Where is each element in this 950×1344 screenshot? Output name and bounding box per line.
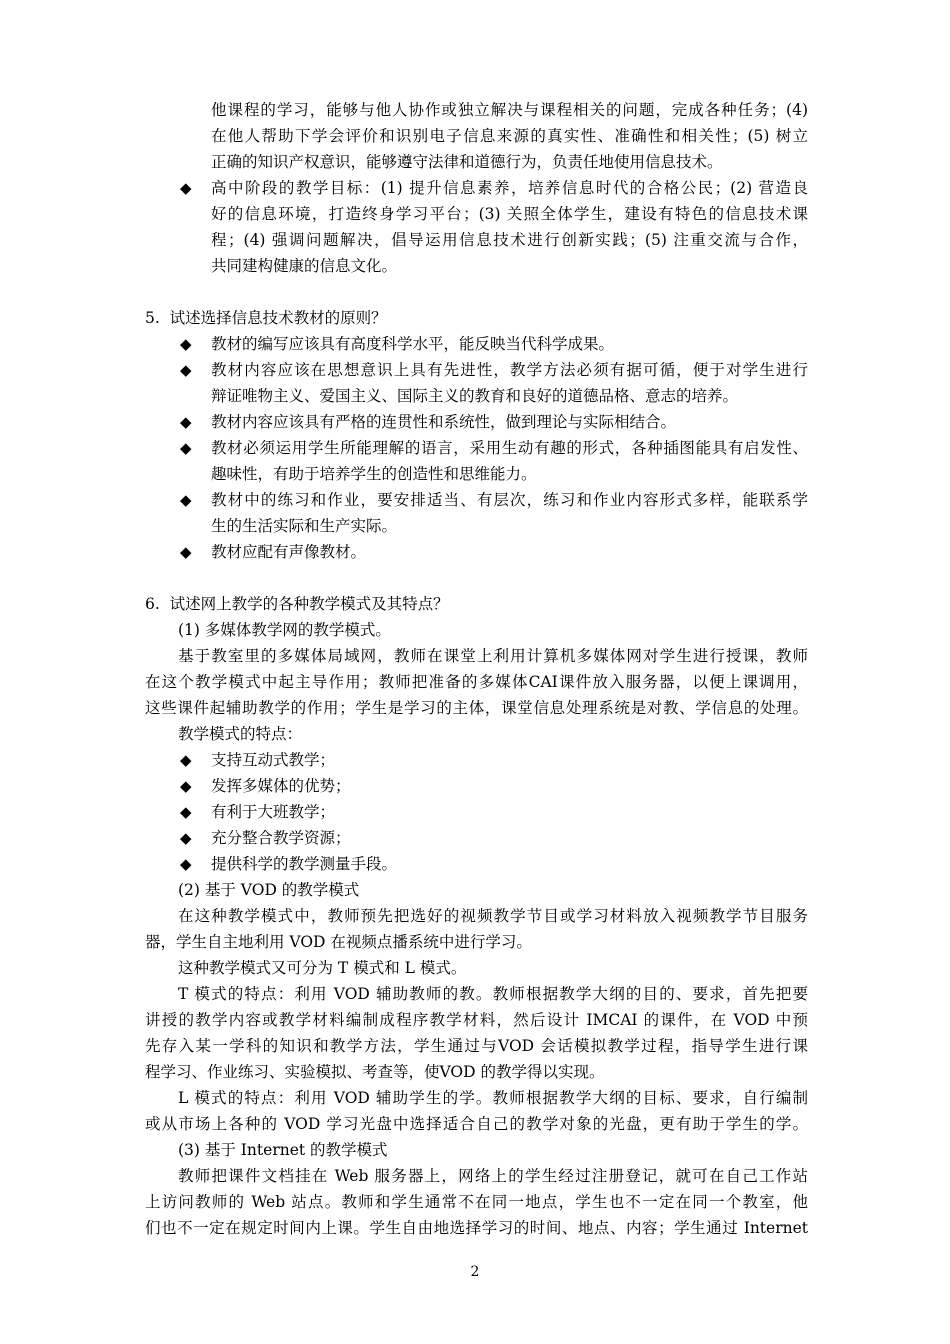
bullet-diamond: ◆ (180, 179, 192, 197)
text-line: 趣味性，有助于培养学生的创造性和思维能力。 (211, 465, 537, 483)
text-line: 在这个教学模式中起主导作用；教师把准备的多媒体CAI课件放入服务器，以便上课调用， (145, 673, 808, 691)
bullet-diamond: ◆ (180, 413, 192, 431)
text-line: 有利于大班教学； (211, 803, 336, 821)
text-line: 教师把课件文档挂在 Web 服务器上，网络上的学生经过注册登记，就可在自己工作站 (178, 1167, 808, 1185)
text-line: L 模式的特点：利用 VOD 辅助学生的学。教师根据教学大纲的目标、要求，自行编制 (178, 1089, 808, 1107)
text-line: 他课程的学习，能够与他人协作或独立解决与课程相关的问题，完成各种任务；(4) (211, 101, 808, 119)
subheading: (1) 多媒体教学网的教学模式。 (178, 621, 391, 639)
bullet-diamond: ◆ (180, 803, 192, 821)
text-line: 讲授的教学内容或教学材料编制成程序教学材料，然后设计 IMCAI 的课件，在 VOD 中预 (145, 1011, 808, 1029)
text-line: 教材中的练习和作业，要安排适当、有层次，练习和作业内容形式多样，能联系学 (211, 491, 808, 509)
text-line: 发挥多媒体的优势； (211, 777, 351, 795)
text-line: 基于教室里的多媒体局域网，教师在课堂上利用计算机多媒体网对学生进行授课，教师 (178, 647, 808, 665)
text-line: 好的信息环境，打造终身学习平台；(3) 关照全体学生，建设有特色的信息技术课 (211, 205, 808, 223)
bullet-diamond: ◆ (180, 361, 192, 379)
text-line: 充分整合教学资源； (211, 829, 351, 847)
text-line: 辩证唯物主义、爱国主义、国际主义的教育和良好的道德品格、意志的培养。 (211, 387, 739, 405)
page-number: 2 (470, 1264, 480, 1280)
bullet-diamond: ◆ (180, 777, 192, 795)
text-line: 支持互动式教学； (211, 751, 336, 769)
text-line: 或从市场上各种的 VOD 学习光盘中选择适合自己的教学对象的光盘，更有助于学生的学。 (145, 1115, 808, 1133)
bullet-diamond: ◆ (180, 751, 192, 769)
bullet-diamond: ◆ (180, 335, 192, 353)
bullet-diamond: ◆ (180, 829, 192, 847)
text-line: 生的生活实际和生产实际。 (211, 517, 398, 535)
text-line: 程；(4) 强调问题解决，倡导运用信息技术进行创新实践；(5) 注重交流与合作， (211, 231, 808, 249)
text-line: 教材内容应该在思想意识上具有先进性，教学方法必须有据可循，便于对学生进行 (211, 361, 808, 379)
subheading: (3) 基于 Internet 的教学模式 (178, 1141, 388, 1159)
text-line: 们也不一定在规定时间内上课。学生自由地选择学习的时间、地点、内容；学生通过 Internet (145, 1219, 808, 1237)
text-line: 在这种教学模式中，教师预先把选好的视频教学节目或学习材料放入视频教学节目服务 (178, 907, 808, 925)
bullet-diamond: ◆ (180, 855, 192, 873)
text-line: 教学模式的特点： (178, 725, 303, 743)
text-line: 在他人帮助下学会评价和识别电子信息来源的真实性、准确性和相关性；(5) 树立 (211, 127, 808, 145)
text-line: 正确的知识产权意识，能够遵守法律和道德行为，负责任地使用信息技术。 (211, 153, 723, 171)
subheading: (2) 基于 VOD 的教学模式 (178, 881, 360, 899)
text-line: 器，学生自主地利用 VOD 在视频点播系统中进行学习。 (145, 933, 532, 951)
bullet-diamond: ◆ (180, 491, 192, 509)
text-line: 上访问教师的 Web 站点。教师和学生通常不在同一地点，学生也不一定在同一个教室，他 (145, 1193, 808, 1211)
text-line: 教材应配有声像教材。 (211, 543, 367, 561)
text-line: 教材必须运用学生所能理解的语言，采用生动有趣的形式，各种插图能具有启发性、 (211, 439, 808, 457)
text-line: 教材的编写应该具有高度科学水平，能反映当代科学成果。 (211, 335, 615, 353)
text-line: 提供科学的教学测量手段。 (211, 855, 398, 873)
text-line: T 模式的特点：利用 VOD 辅助教师的教。教师根据教学大纲的目的、要求，首先把要 (178, 985, 808, 1003)
text-line: 共同建构健康的信息文化。 (211, 257, 398, 275)
question-heading: 6. 试述网上教学的各种教学模式及其特点？ (145, 595, 449, 613)
text-line: 先存入某一学科的知识和教学方法，学生通过与VOD 会话模拟教学过程，指导学生进行课 (145, 1037, 808, 1055)
bullet-diamond: ◆ (180, 543, 192, 561)
bullet-diamond: ◆ (180, 439, 192, 457)
text-line: 高中阶段的教学目标：(1) 提升信息素养，培养信息时代的合格公民；(2) 营造良 (211, 179, 808, 197)
text-line: 这些课件起辅助教学的作用；学生是学习的主体，课堂信息处理系统是对教、学信息的处理。 (145, 699, 808, 717)
text-line: 程学习、作业练习、实验模拟、考查等，使VOD 的教学得以实现。 (145, 1063, 605, 1081)
question-heading: 5. 试述选择信息技术教材的原则？ (145, 309, 387, 327)
text-line: 这种教学模式又可分为 T 模式和 L 模式。 (178, 959, 467, 977)
text-line: 教材内容应该具有严格的连贯性和系统性，做到理论与实际相结合。 (211, 413, 677, 431)
